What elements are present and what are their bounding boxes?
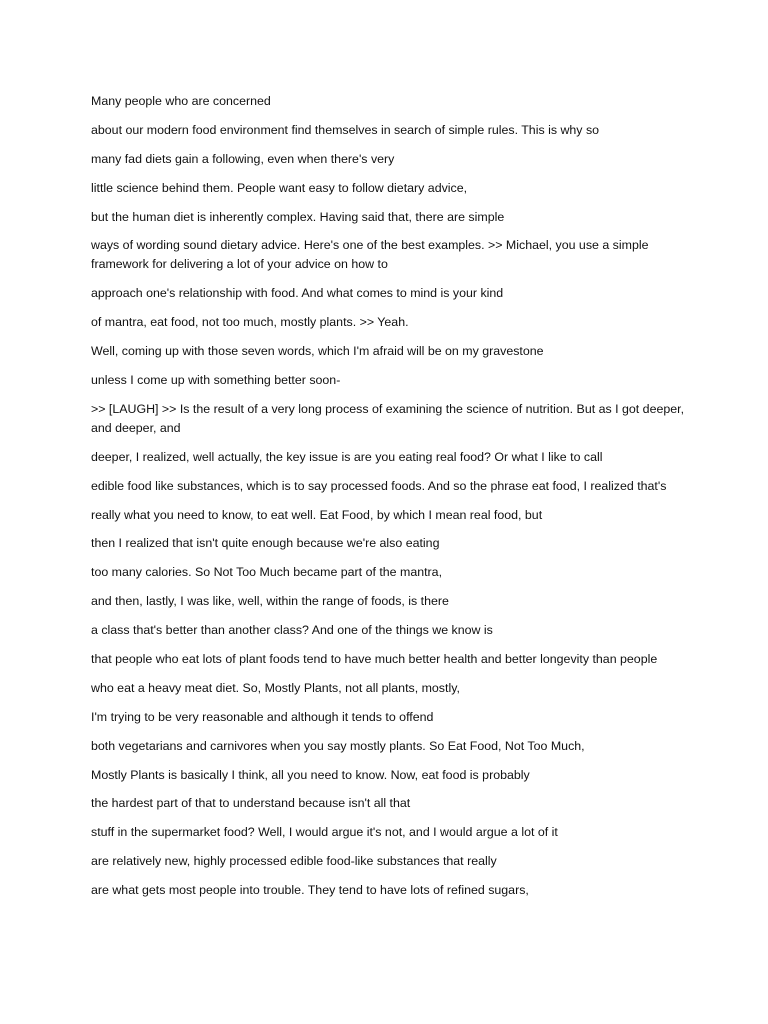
paragraph: a class that's better than another class? And one of the things we know is <box>91 623 493 638</box>
paragraph: deeper, I realized, well actually, the key issue is are you eating real food? Or what I like to call <box>91 449 603 464</box>
paragraph: unless I come up with something better soon- <box>91 373 341 388</box>
paragraph: Mostly Plants is basically I think, all you need to know. Now, eat food is probably <box>91 767 530 782</box>
paragraph: both vegetarians and carnivores when you say mostly plants. So Eat Food, Not Too Much, <box>91 738 585 753</box>
paragraph: I'm trying to be very reasonable and although it tends to offend <box>91 709 434 724</box>
paragraph: the hardest part of that to understand because isn't all that <box>91 796 411 811</box>
paragraph: of mantra, eat food, not too much, mostly plants. >> Yeah. <box>91 315 409 330</box>
paragraph: edible food like substances, which is to say processed foods. And so the phrase eat food, I realized that's <box>91 478 667 493</box>
paragraph: Well, coming up with those seven words, which I'm afraid will be on my gravestone <box>91 344 544 359</box>
paragraph: and then, lastly, I was like, well, within the range of foods, is there <box>91 594 449 609</box>
paragraph: who eat a heavy meat diet. So, Mostly Plants, not all plants, mostly, <box>91 680 460 695</box>
paragraph: little science behind them. People want easy to follow dietary advice, <box>91 180 468 195</box>
paragraph: that people who eat lots of plant foods tend to have much better health and better longevity than people <box>91 652 658 667</box>
paragraph: are relatively new, highly processed edible food-like substances that really <box>91 854 497 869</box>
paragraph: but the human diet is inherently complex. Having said that, there are simple <box>91 209 505 224</box>
paragraph: then I realized that isn't quite enough because we're also eating <box>91 536 440 551</box>
paragraph: really what you need to know, to eat well. Eat Food, by which I mean real food, but <box>91 507 543 522</box>
paragraph: ways of wording sound dietary advice. Here's one of the best examples. >> Michael, you use a simple framework for delivering a lot of your advice on how to <box>91 238 649 272</box>
paragraph: Many people who are concerned <box>91 94 271 108</box>
transcript-text <box>91 92 691 910</box>
paragraph: >> [LAUGH] >> Is the result of a very long process of examining the science of nutrition. But as I got deeper, and deeper, and <box>91 401 685 435</box>
paragraph: approach one's relationship with food. And what comes to mind is your kind <box>91 286 504 301</box>
paragraph: too many calories. So Not Too Much became part of the mantra, <box>91 565 443 580</box>
paragraph: about our modern food environment find themselves in search of simple rules. This is why so <box>91 122 600 137</box>
paragraph: are what gets most people into trouble. They tend to have lots of refined sugars, <box>91 883 529 898</box>
paragraph: many fad diets gain a following, even when there's very <box>91 151 395 166</box>
paragraph: stuff in the supermarket food? Well, I would argue it's not, and I would argue a lot of it <box>91 825 558 840</box>
